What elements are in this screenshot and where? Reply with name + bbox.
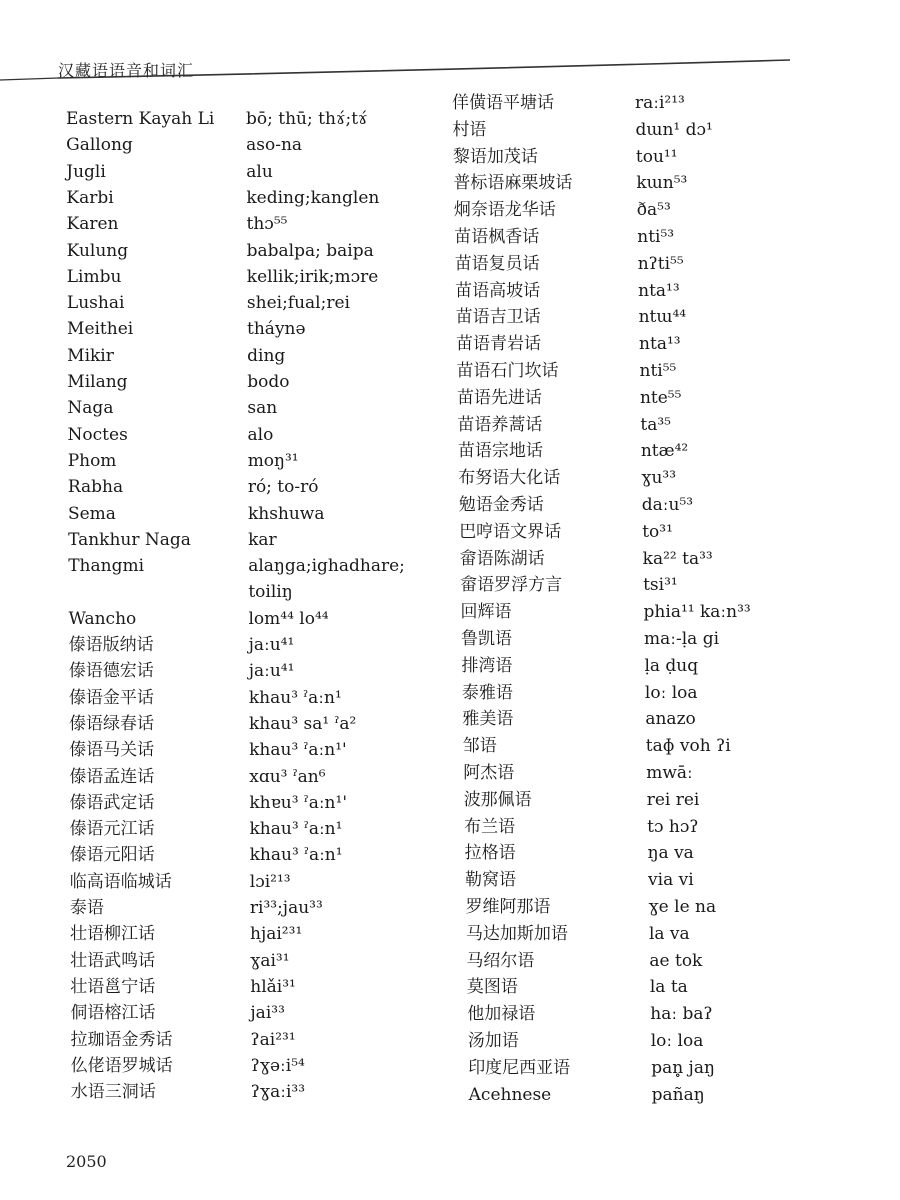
language-name: 苗语宗地话 [457, 441, 543, 462]
language-name: 勒窝语 [465, 870, 517, 891]
word-form: alu [246, 161, 273, 182]
language-name: Meithei [67, 319, 134, 340]
dictionary-entry [462, 680, 882, 706]
language-name: 印度尼西亚语 [468, 1057, 571, 1078]
page-number: 2050 [66, 1152, 107, 1171]
dictionary-entry [70, 948, 490, 974]
word-form: hjai²³¹ [250, 924, 303, 945]
word-form: ka²² ta³³ [642, 548, 713, 569]
dictionary-entry [462, 706, 882, 732]
dictionary-entry [70, 921, 490, 947]
language-name: 傣语武定话 [69, 792, 155, 813]
language-name: 马绍尔语 [466, 950, 535, 971]
language-name: Karen [66, 214, 119, 235]
dictionary-entry [455, 278, 875, 304]
language-name: Eastern Kayah Li [66, 109, 215, 129]
word-form: nta¹³ [638, 280, 680, 301]
word-form: san [247, 398, 278, 419]
word-form: kɯn⁵³ [636, 173, 688, 194]
word-form: babalpa; baipa [246, 240, 374, 261]
language-name: 布努语大化话 [458, 468, 561, 489]
dictionary-entry [469, 1082, 889, 1108]
word-form: bō; thū; thɤ́;tɤ́ [246, 109, 368, 129]
dictionary-entry [67, 290, 487, 316]
language-name: 苗语吉卫话 [455, 307, 541, 328]
word-form: tou¹¹ [635, 146, 678, 167]
word-form: ding [247, 345, 286, 366]
dictionary-entry [71, 1079, 491, 1105]
language-name: 临高语临城话 [69, 871, 172, 892]
dictionary-entry [465, 840, 885, 866]
dictionary-entry [467, 974, 887, 1000]
word-form: keding;kanglen [246, 187, 380, 208]
word-form: khshuwa [247, 503, 325, 524]
word-form: jaːu⁴¹ [248, 661, 295, 682]
word-form: kellik;irik;mɔre [246, 266, 379, 287]
word-form: kar [248, 529, 277, 550]
dictionary-entry [468, 1055, 888, 1081]
dictionary-entry [67, 316, 487, 342]
language-name: 壮语柳江话 [70, 924, 156, 945]
word-form: maː-ḷa gi [644, 629, 720, 649]
language-name: 波那佩语 [463, 789, 532, 810]
word-form: loː loa [644, 682, 698, 703]
language-name: 泰雅语 [461, 682, 513, 703]
word-form: ae tok [649, 950, 703, 971]
dictionary-entry [70, 974, 490, 1000]
running-title: 汉藏语语音和词汇 [58, 61, 195, 80]
dictionary-entry [69, 737, 489, 763]
word-form: khau³ ˀaːn¹ [249, 819, 343, 840]
dictionary-entry [67, 264, 487, 290]
word-form: khau³ sa¹ ˀa² [248, 713, 357, 734]
word-form: anazo [645, 709, 696, 730]
language-name: 畲语陈湖话 [459, 548, 545, 569]
dictionary-entry [461, 599, 881, 625]
dictionary-entry [66, 132, 486, 158]
dictionary-entry [466, 894, 886, 920]
word-form: ɣu³³ [641, 468, 677, 489]
dictionary-entry [67, 343, 487, 369]
language-name: 傣语元江话 [69, 819, 155, 840]
dictionary-entry [459, 519, 879, 545]
word-form: thɔ⁵⁵ [246, 214, 288, 235]
dictionary-entry [68, 448, 488, 474]
dictionary-entry [461, 653, 881, 679]
dictionary-entry [464, 814, 884, 840]
dictionary-entry [452, 90, 872, 116]
word-form: ʔɣəːi⁵⁴ [250, 1055, 305, 1076]
dictionary-entry [466, 921, 886, 947]
dictionary-entry [458, 465, 878, 491]
dictionary-entry [467, 1001, 887, 1027]
word-form: ḷa ḍuq [644, 655, 699, 676]
language-name: Rabha [67, 477, 124, 498]
dictionary-entry [69, 685, 489, 711]
word-form: nta¹³ [639, 334, 681, 355]
dictionary-entry [459, 492, 879, 518]
dictionary-entry [67, 369, 487, 395]
language-name: Gallong [66, 135, 133, 156]
word-form: khɐu³ ˀaːn¹' [249, 792, 347, 813]
language-name: 巴哼语文界话 [459, 521, 562, 542]
word-form: alaŋga;ighadhare; [248, 556, 405, 577]
language-name: 阿杰语 [463, 763, 515, 783]
word-form: hlǎi³¹ [250, 976, 296, 997]
language-name: 雅美语 [462, 709, 514, 730]
word-form: ta³⁵ [640, 414, 671, 435]
word-form: tsi³¹ [643, 575, 678, 596]
language-name: 苗语高坡话 [455, 280, 541, 301]
word-form: taɸ voh ʔi [645, 736, 731, 757]
language-name: 排湾语 [461, 655, 513, 676]
word-form: mwāː [646, 763, 693, 783]
word-form: khau³ ˀaːn¹ [249, 845, 343, 866]
dictionary-entry [453, 144, 873, 170]
language-name: 泰语 [69, 898, 104, 918]
word-form: loː loa [650, 1031, 704, 1051]
word-form: alo [247, 424, 274, 445]
dictionary-entry [465, 867, 885, 893]
language-name: 莫图语 [466, 977, 518, 998]
word-form: lɔi²¹³ [249, 871, 291, 892]
word-form: haː baʔ [650, 1004, 713, 1025]
language-name: 畲语罗浮方言 [460, 575, 563, 596]
language-name: 黎语加茂话 [452, 146, 538, 167]
word-form: moŋ³¹ [247, 450, 299, 471]
dictionary-entry [458, 438, 878, 464]
word-form: ða⁵³ [636, 200, 671, 221]
language-name: Phom [67, 450, 117, 471]
language-name: Wancho [68, 608, 137, 629]
word-form: khau³ ˀaːn¹' [249, 740, 347, 761]
word-form: toiliŋ [248, 582, 293, 603]
language-name: 傣语德宏话 [68, 661, 154, 682]
dictionary-entry [68, 422, 488, 448]
dictionary-entry [70, 869, 490, 895]
word-form: via vi [648, 870, 694, 891]
dictionary-entry [454, 224, 874, 250]
word-form: pañaŋ [651, 1084, 705, 1105]
language-name: 傣语绿春话 [68, 713, 154, 734]
word-form: daːu⁵³ [641, 495, 694, 515]
word-form: ró; to-ró [247, 477, 319, 498]
language-name: 壮语邕宁话 [70, 976, 156, 997]
dictionary-entry [456, 304, 876, 330]
language-name: 苗语枫香话 [454, 227, 540, 247]
word-form: nʔti⁵⁵ [637, 253, 684, 274]
language-name: Kulung [66, 240, 129, 261]
language-name: Tankhur Naga [68, 529, 191, 550]
language-name: Milang [67, 372, 128, 392]
word-form: shei;fual;rei [246, 293, 350, 314]
language-name: 鲁凯语 [461, 629, 512, 649]
dictionary-entry [456, 331, 876, 357]
language-name: Sema [67, 503, 116, 524]
language-name: 邹语 [462, 736, 497, 757]
word-form: raːi²¹³ [635, 93, 685, 113]
language-name: Naga [67, 398, 114, 419]
dictionary-entry [68, 579, 488, 605]
word-form: aso-na [246, 135, 303, 156]
language-name: 傣语马关话 [69, 740, 155, 761]
word-form: jaːu⁴¹ [248, 635, 295, 655]
dictionary-entry [460, 546, 880, 572]
header-rule [0, 48, 900, 88]
word-form: nti⁵⁵ [639, 361, 677, 381]
dictionary-entry [68, 501, 488, 527]
word-form: ɣe le na [648, 897, 717, 917]
language-name: 苗语石门坎话 [456, 361, 559, 381]
language-name: Acehnese [468, 1084, 552, 1105]
dictionary-entry [464, 787, 884, 813]
dictionary-entry [69, 711, 489, 737]
language-name: 傣语金平话 [68, 687, 154, 708]
dictionary-entry [452, 117, 872, 143]
language-name: 苗语复员话 [454, 253, 540, 274]
dictionary-entry [68, 527, 488, 553]
dictionary-entry [460, 572, 880, 598]
word-form: lom⁴⁴ lo⁴⁴ [248, 608, 329, 629]
word-form: la ta [649, 977, 688, 998]
dictionary-entry [68, 474, 488, 500]
word-form: ʔai²³¹ [250, 1029, 296, 1050]
language-name: 勉语金秀话 [458, 495, 544, 515]
word-form: tɔ hɔʔ [647, 816, 699, 837]
word-form: pan̥ jaŋ [651, 1057, 715, 1078]
word-form: ŋa va [647, 843, 694, 864]
dictionary-entry [70, 816, 490, 842]
dictionary-entry [461, 626, 881, 652]
word-form: dɯn¹ dɔ¹ [635, 119, 713, 140]
dictionary-entry [70, 895, 490, 921]
dictionary-entry [457, 412, 877, 438]
language-name: Thangmi [68, 556, 145, 577]
dictionary-entry [454, 197, 874, 223]
word-form: jai³³ [250, 1003, 285, 1024]
word-form: to³¹ [642, 521, 673, 542]
dictionary-entry [457, 358, 877, 384]
dictionary-entry [69, 764, 489, 790]
dictionary-entry [71, 1053, 491, 1079]
dictionary-entry [69, 632, 489, 658]
language-name: 他加禄语 [467, 1004, 536, 1025]
language-name: 傣语版纳话 [68, 635, 154, 655]
language-name: Noctes [67, 424, 128, 445]
language-name: 罗维阿那语 [465, 897, 551, 917]
language-name: 佯僙语平塘话 [452, 93, 554, 113]
dictionary-entry [67, 238, 487, 264]
word-form: rei rei [646, 789, 700, 810]
language-name: Jugli [66, 161, 106, 182]
dictionary-entry [69, 790, 489, 816]
dictionary-entry [66, 159, 486, 185]
language-name: 苗语养蒿话 [457, 414, 543, 435]
dictionary-entry [68, 606, 488, 632]
dictionary-entry [66, 106, 486, 132]
word-form: la va [648, 923, 690, 944]
dictionary-entry [68, 553, 488, 579]
language-name: Limbu [66, 266, 122, 287]
word-form: ri³³;jau³³ [249, 898, 323, 918]
language-name: 汤加语 [467, 1031, 519, 1051]
language-name: 普标语麻栗坡话 [453, 173, 573, 194]
word-form: bodo [247, 372, 290, 392]
language-name: 壮语武鸣话 [70, 950, 156, 971]
dictionary-entry [67, 211, 487, 237]
dictionary-entry [455, 251, 875, 277]
word-form: xɑu³ ˀan⁶ [249, 766, 326, 787]
language-name: Karbi [66, 187, 114, 208]
dictionary-entry [71, 1027, 491, 1053]
word-form: ntæ⁴² [640, 441, 689, 462]
dictionary-entry [67, 395, 487, 421]
language-name: 村语 [452, 119, 487, 140]
language-name: 炯奈语龙华话 [453, 200, 556, 221]
language-name: 水语三洞话 [70, 1082, 156, 1103]
dictionary-entry [66, 185, 486, 211]
word-form: ɣai³¹ [250, 950, 290, 971]
dictionary-entry [453, 170, 873, 196]
language-name: 苗语先进话 [456, 387, 542, 408]
language-name: 侗语榕江话 [70, 1003, 156, 1024]
dictionary-entry [70, 842, 490, 868]
language-name: 苗语青岩话 [456, 334, 542, 355]
word-form: nti⁵³ [637, 227, 675, 247]
dictionary-entry [69, 658, 489, 684]
dictionary-entry [466, 948, 886, 974]
language-name: 布兰语 [464, 816, 516, 837]
language-name: 马达加斯加语 [465, 923, 568, 944]
dictionary-entry [457, 385, 877, 411]
dictionary-entry [463, 760, 883, 786]
word-form: nte⁵⁵ [639, 387, 682, 408]
dictionary-entry [463, 733, 883, 759]
dictionary-entry [468, 1028, 888, 1054]
word-form: ntɯ⁴⁴ [638, 307, 687, 328]
language-name: 仫佬语罗城话 [70, 1055, 173, 1076]
word-form: ʔɣaːi³³ [250, 1082, 306, 1103]
language-name: 拉珈语金秀话 [70, 1029, 173, 1050]
dictionary-entry [70, 1000, 490, 1026]
word-form: phia¹¹ kaːn³³ [643, 602, 751, 623]
language-name: 回辉语 [460, 602, 512, 623]
word-form: tháynə [247, 319, 306, 340]
language-name: 傣语元阳话 [69, 845, 155, 866]
language-name: 傣语孟连话 [69, 766, 155, 787]
language-name: Lushai [66, 293, 125, 314]
word-form: khau³ ˀaːn¹ [248, 687, 342, 708]
language-name: Mikir [67, 345, 114, 366]
language-name: 拉格语 [464, 843, 516, 864]
